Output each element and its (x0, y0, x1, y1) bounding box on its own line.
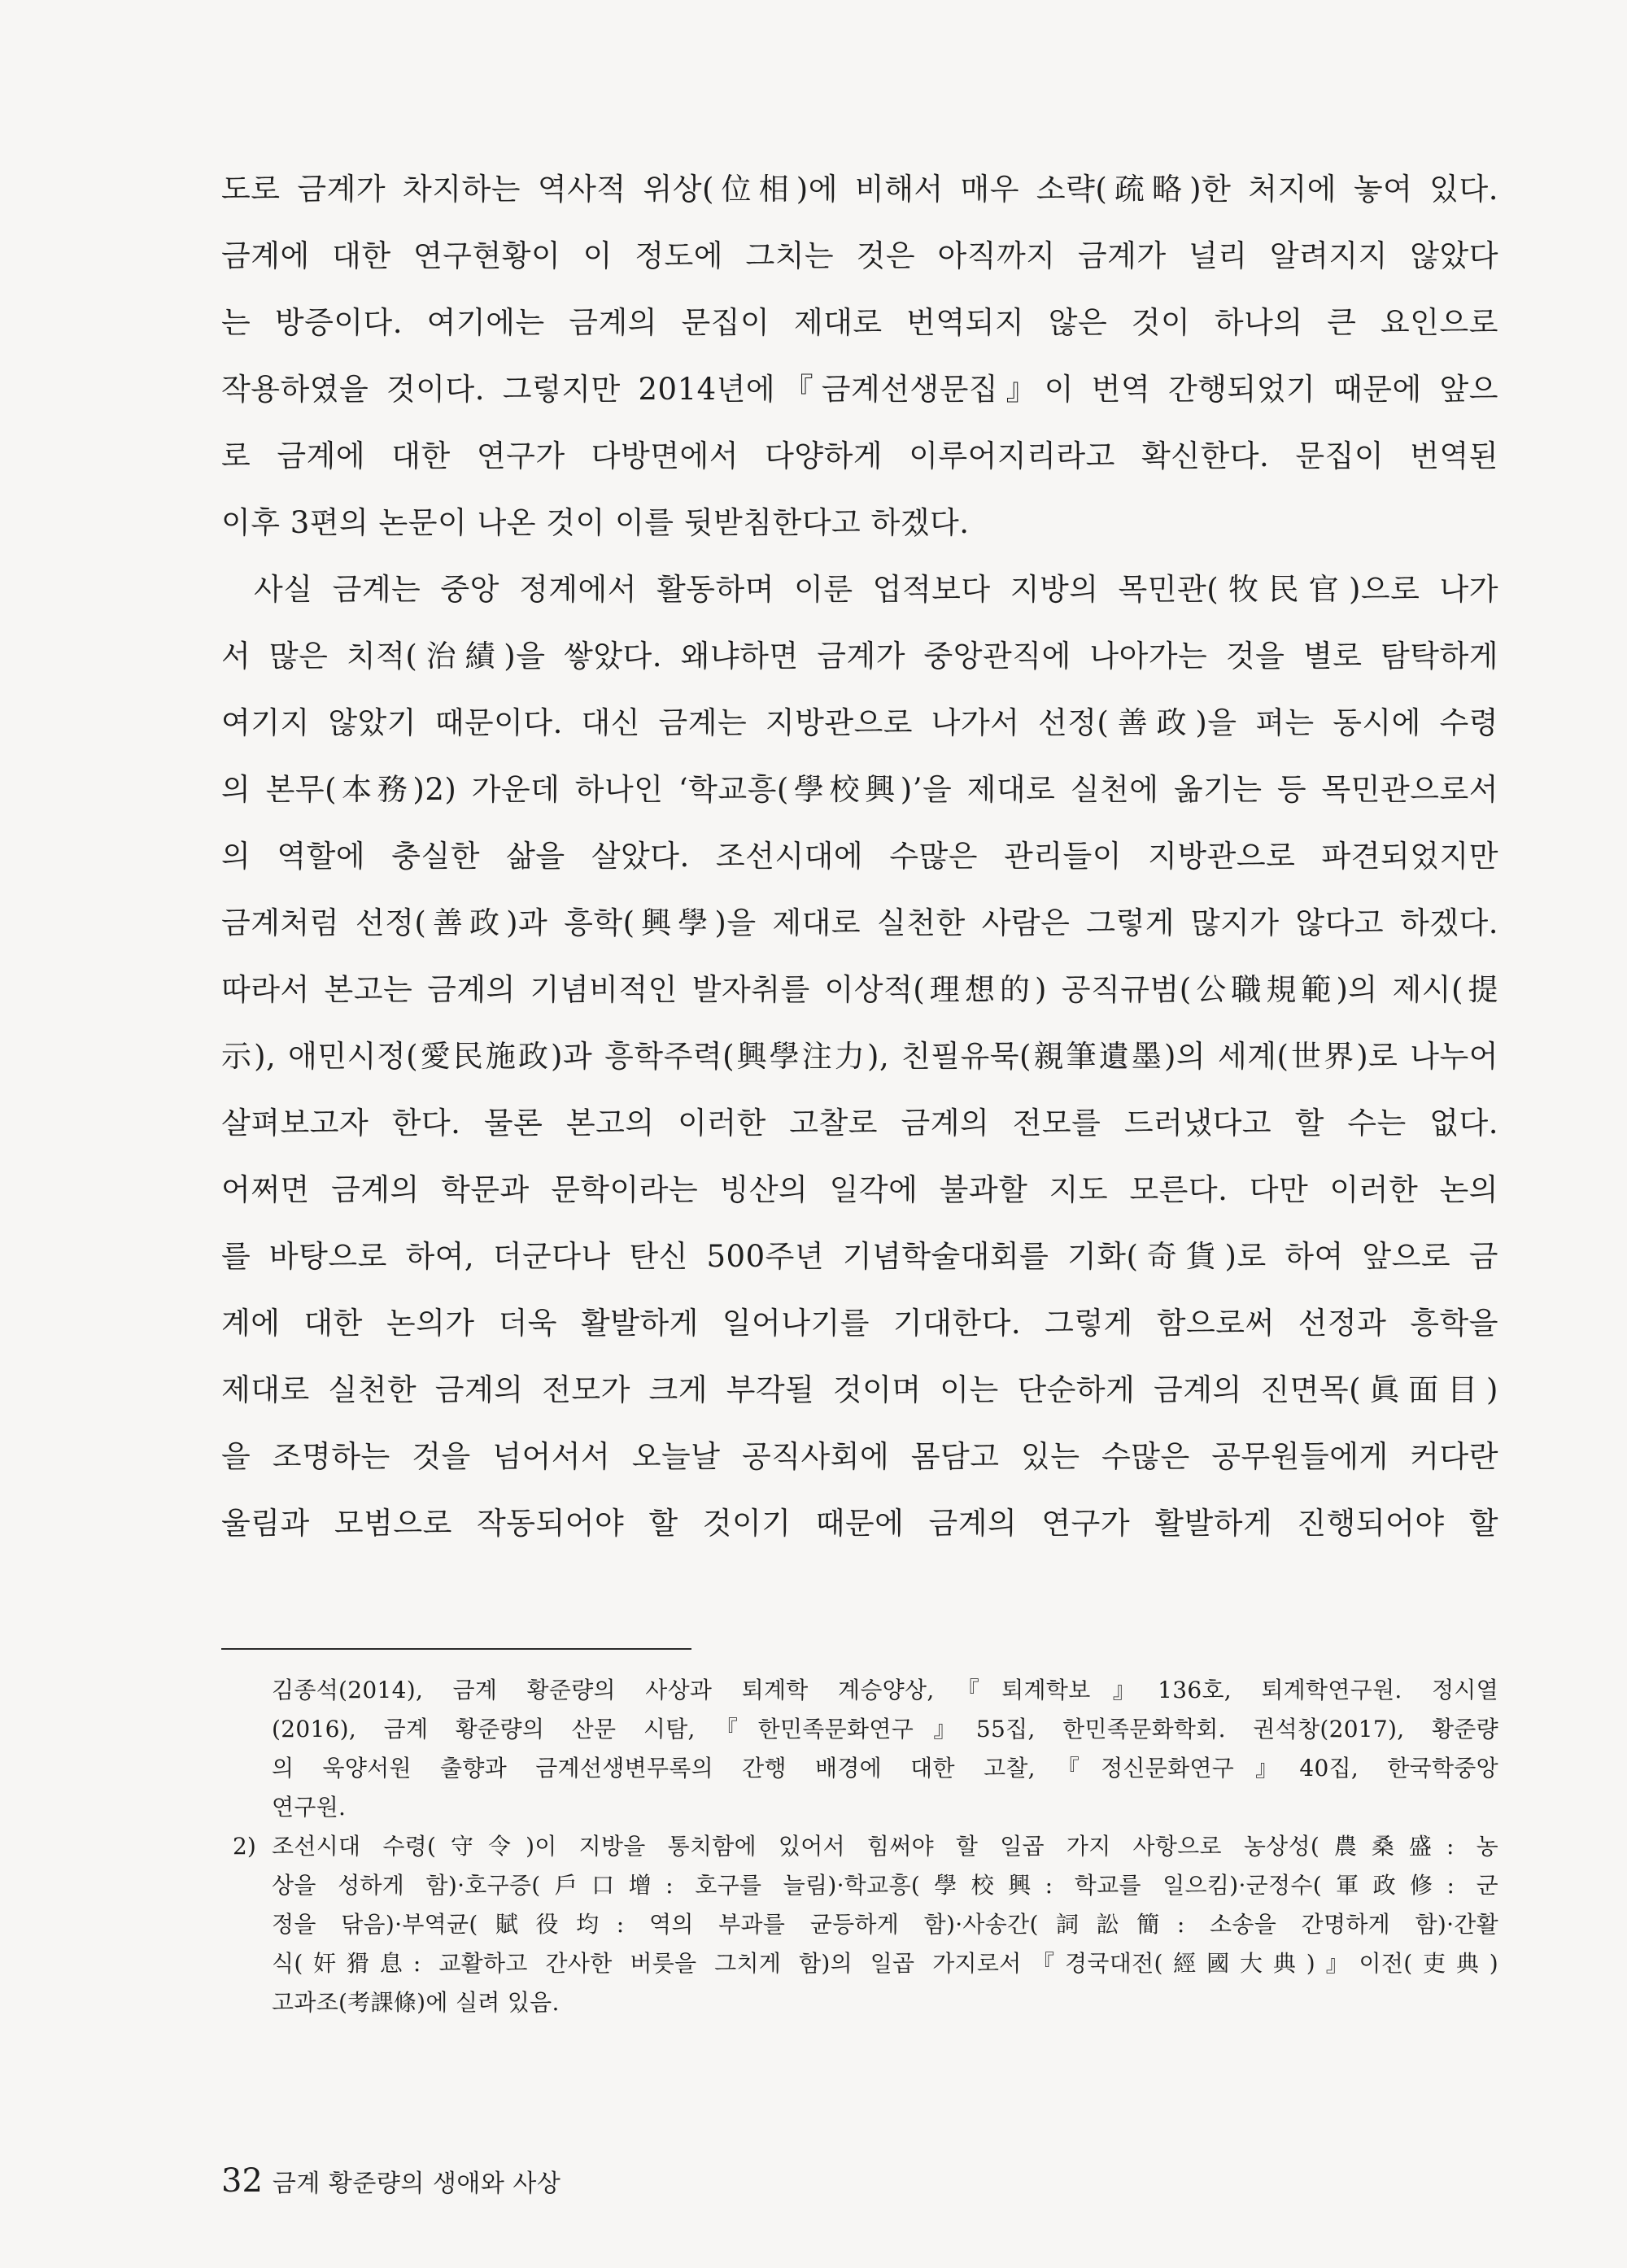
body-line: 서 많은 치적(治績)을 쌓았다. 왜냐하면 금계가 중앙관직에 나아가는 것을 별로 탐탁하게 (221, 639, 1498, 674)
footnote-line: 식(奸猾息: 교활하고 간사한 버릇을 그치게 함)의 일곱 가지로서『경국대전(經國大典)』이전(吏典) (272, 1950, 1498, 1977)
body-line: 제대로 실천한 금계의 전모가 크게 부각될 것이며 이는 단순하게 금계의 진면목(眞面目) (221, 1372, 1498, 1407)
body-line: 의 역할에 충실한 삶을 살았다. 조선시대에 수많은 관리들이 지방관으로 파견되었지만 (221, 839, 1498, 874)
body-line: 는 방증이다. 여기에는 금계의 문집이 제대로 번역되지 않은 것이 하나의 큰 요인으로 (221, 305, 1498, 340)
footnote-line: 조선시대 수령(守令)이 지방을 통치함에 있어서 힘써야 할 일곱 가지 사항으로 농상성(農桑盛: 농 (272, 1833, 1498, 1860)
body-line: 여기지 않았기 때문이다. 대신 금계는 지방관으로 나가서 선정(善政)을 펴는 동시에 수령 (221, 705, 1498, 740)
footnote (233, 1671, 1498, 1827)
body-line: 도로 금계가 차지하는 역사적 위상(位相)에 비해서 매우 소략(疏略)한 처지에 놓여 있다. (221, 172, 1498, 207)
footnote-line: 의 욱양서원 출향과 금계선생변무록의 간행 배경에 대한 고찰,『정신문화연구』40집, 한국학중앙 (272, 1755, 1498, 1782)
body-line: 작용하였을 것이다. 그렇지만 2014년에『금계선생문집』이 번역 간행되었기 때문에 앞으 (221, 372, 1498, 407)
body-line: 사실 금계는 중앙 정계에서 활동하며 이룬 업적보다 지방의 목민관(牧民官)으로 나가 (254, 572, 1498, 607)
body-line: 이후 3편의 논문이 나온 것이 이를 뒷받침한다고 하겠다. (221, 505, 970, 540)
body-line: 금계처럼 선정(善政)과 흥학(興學)을 제대로 실천한 사람은 그렇게 많지가 않다고 하겠다. (221, 905, 1498, 940)
footnote (233, 1827, 1498, 2022)
body-line: 금계에 대한 연구현황이 이 정도에 그치는 것은 아직까지 금계가 널리 알려지지 않았다 (221, 238, 1498, 273)
body-line: 계에 대한 논의가 더욱 활발하게 일어나기를 기대한다. 그렇게 함으로써 선정과 흥학을 (221, 1306, 1498, 1341)
body-line: 示), 애민시정(愛民施政)과 흥학주력(興學注力), 친필유묵(親筆遺墨)의 세계(世界)로 나누어 (221, 1039, 1498, 1074)
footnote-line: 상을 성하게 함)·호구증(戶口增: 호구를 늘림)·학교흥(學校興: 학교를 일으킴)·군정수(軍政修: 군 (272, 1872, 1498, 1899)
footnote-marker: 2) (233, 1833, 256, 1860)
footnote-line: 고과조(考課條)에 실려 있음. (272, 1989, 560, 2016)
footnotes (233, 1671, 1498, 2022)
running-title: 금계 황준량의 생애와 사상 (272, 2170, 561, 2198)
body-line: 살펴보고자 한다. 물론 본고의 이러한 고찰로 금계의 전모를 드러냈다고 할 수는 없다. (221, 1106, 1498, 1141)
body-line: 로 금계에 대한 연구가 다방면에서 다양하게 이루어지리라고 확신한다. 문집이 번역된 (221, 438, 1498, 473)
footnote-divider (221, 1648, 691, 1650)
footnote-line: (2016), 금계 황준량의 산문 시탐,『한민족문화연구』55집, 한민족문화학회. 권석창(2017), 황준량 (272, 1716, 1498, 1742)
page-number: 32 (221, 2162, 263, 2200)
footnote-line: 정을 닦음)·부역균(賦役均: 역의 부과를 균등하게 함)·사송간(詞訟簡: 소송을 간명하게 함)·간활 (272, 1911, 1498, 1938)
body-line: 울림과 모범으로 작동되어야 할 것이기 때문에 금계의 연구가 활발하게 진행되어야 할 (221, 1506, 1498, 1541)
footnote-line: 연구원. (272, 1794, 347, 1821)
body-line: 의 본무(本務)2) 가운데 하나인 ‘학교흥(學校興)’을 제대로 실천에 옮기는 등 목민관으로서 (221, 772, 1498, 807)
body-line: 를 바탕으로 하여, 더군다나 탄신 500주년 기념학술대회를 기화(奇貨)로 하여 앞으로 금 (221, 1239, 1498, 1274)
body-text (221, 156, 1498, 1557)
footnote-line: 김종석(2014), 금계 황준량의 사상과 퇴계학 계승양상,『퇴계학보』136호, 퇴계학연구원. 정시열 (272, 1677, 1498, 1703)
body-line: 따라서 본고는 금계의 기념비적인 발자취를 이상적(理想的) 공직규범(公職規範)의 제시(提 (221, 972, 1498, 1007)
body-line: 어쩌면 금계의 학문과 문학이라는 빙산의 일각에 불과할 지도 모른다. 다만 이러한 논의 (221, 1172, 1498, 1207)
body-line: 을 조명하는 것을 넘어서서 오늘날 공직사회에 몸담고 있는 수많은 공무원들에게 커다란 (221, 1439, 1498, 1474)
page-footer (221, 2162, 561, 2200)
